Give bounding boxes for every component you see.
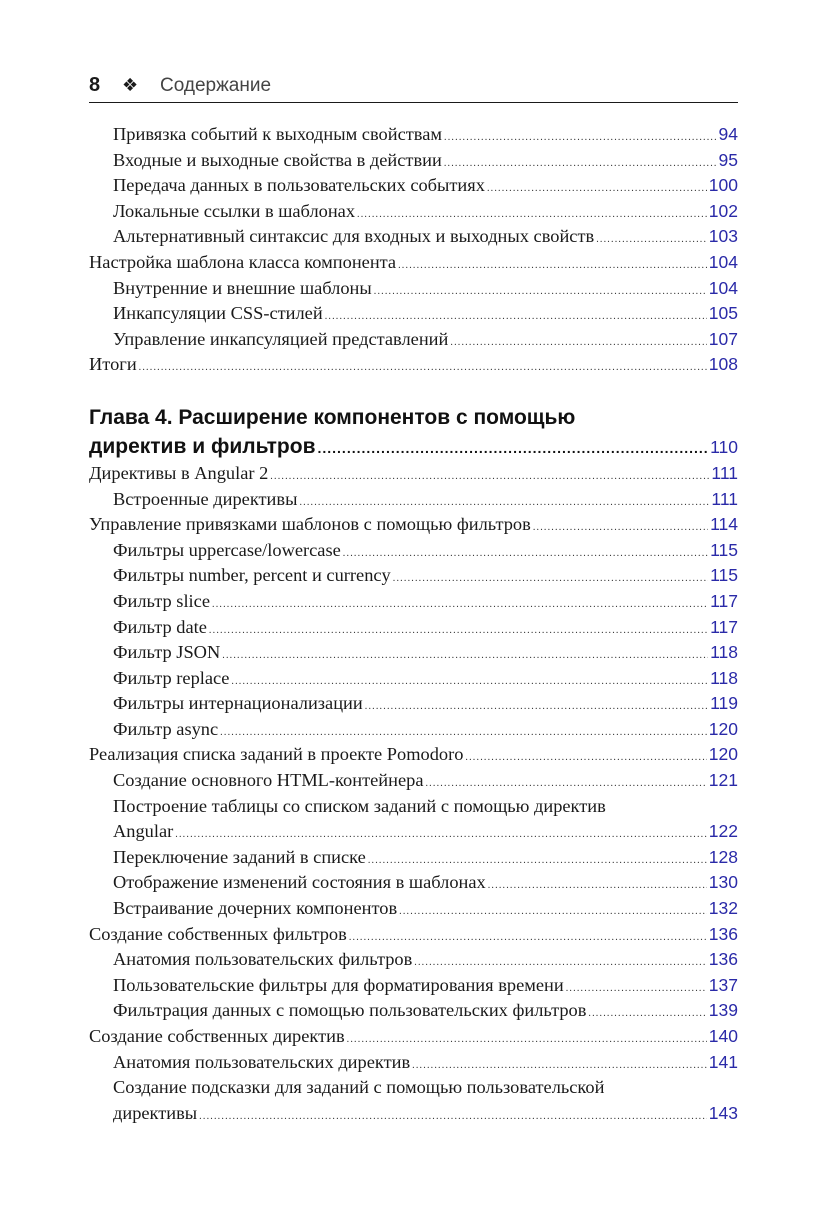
- toc-entry-line: [89, 615, 738, 641]
- toc-entry-line: [89, 870, 738, 896]
- leader-dots: [139, 355, 707, 381]
- leader-dots: [222, 643, 708, 669]
- toc-page-number: 143: [708, 1102, 738, 1123]
- toc-entry[interactable]: [89, 199, 738, 225]
- toc-page-number: 136: [708, 923, 738, 944]
- toc-entry-line: [89, 922, 738, 948]
- toc-entry-line: [89, 819, 738, 845]
- toc-entry[interactable]: [89, 250, 738, 276]
- leader-dots: [487, 176, 707, 202]
- toc-entry-title: Анатомия пользовательских директив: [113, 1051, 411, 1072]
- leader-dots: [588, 1001, 706, 1027]
- leader-dots: [343, 541, 708, 567]
- toc-entry-title: Создание собственных фильтров: [89, 923, 347, 944]
- toc-page-number: 105: [708, 303, 738, 324]
- toc-entry-line: [89, 148, 738, 174]
- toc-entry-line: [89, 794, 738, 820]
- toc-section-after: [89, 461, 738, 1126]
- toc-entry[interactable]: [89, 352, 738, 378]
- toc-page-number: 117: [710, 590, 738, 611]
- leader-dots: [398, 253, 707, 279]
- toc-page-number: 94: [718, 124, 738, 144]
- leader-dots: [465, 745, 706, 771]
- leader-dots: [212, 592, 708, 618]
- toc-entry[interactable]: [89, 947, 738, 973]
- toc-entry-title: Создание подсказки для заданий с помощью пользовательской: [113, 1077, 605, 1098]
- leader-dots: [393, 566, 708, 592]
- toc-page-number: 141: [708, 1051, 738, 1072]
- toc-entry-line: [89, 122, 738, 148]
- toc-entry[interactable]: [89, 1050, 738, 1076]
- toc-entry[interactable]: [89, 998, 738, 1024]
- toc-entry[interactable]: [89, 461, 738, 487]
- toc-entry-title: Фильтр JSON: [113, 642, 221, 663]
- toc-entry-title: Входные и выходные свойства в действии: [113, 149, 442, 170]
- toc-entry-title: Настройка шаблона класса компонента: [89, 251, 397, 272]
- toc-entry[interactable]: [89, 487, 738, 513]
- toc-entry-title: Локальные ссылки в шаблонах: [113, 200, 356, 221]
- toc-entry[interactable]: [89, 922, 738, 948]
- toc-page-number: 108: [708, 354, 738, 375]
- toc-page-number: 139: [708, 1000, 738, 1021]
- leader-dots: [270, 464, 709, 490]
- leader-dots: [444, 125, 717, 151]
- toc-entry-line: [89, 1101, 738, 1127]
- leader-dots: [488, 873, 707, 899]
- toc-page-number: 137: [708, 974, 738, 995]
- toc-entry[interactable]: [89, 615, 738, 641]
- toc-page-number: 115: [710, 539, 738, 560]
- toc-entry[interactable]: [89, 563, 738, 589]
- toc-page-number: 119: [710, 693, 738, 714]
- leader-dots: [450, 330, 706, 356]
- table-of-contents: [89, 122, 738, 1126]
- toc-page-number: 132: [708, 898, 738, 919]
- toc-page-number: 120: [708, 744, 738, 765]
- toc-entry-title: Управление инкапсуляцией представлений: [113, 328, 449, 349]
- toc-entry-title: Фильтрация данных с помощью пользовательских фильтров: [113, 1000, 587, 1021]
- toc-page-number: 136: [708, 949, 738, 970]
- toc-page-number: 111: [711, 488, 738, 509]
- toc-entry[interactable]: [89, 148, 738, 174]
- toc-entry[interactable]: [89, 717, 738, 743]
- toc-entry-title: Управление привязками шаблонов с помощью фильтров: [89, 514, 531, 535]
- toc-entry[interactable]: [89, 691, 738, 717]
- toc-entry-title: Фильтр date: [113, 616, 207, 637]
- leader-dots: [374, 279, 707, 305]
- toc-page-number: 95: [718, 149, 738, 170]
- toc-entry-line: [89, 640, 738, 666]
- toc-page-number: 111: [711, 462, 738, 483]
- toc-entry[interactable]: [89, 122, 738, 148]
- toc-page-number: 118: [710, 667, 738, 688]
- toc-entry[interactable]: [89, 276, 738, 302]
- toc-page-number: 128: [708, 846, 738, 867]
- toc-entry-line: [89, 742, 738, 768]
- toc-entry[interactable]: [89, 640, 738, 666]
- toc-entry-title: Альтернативный синтаксис для входных и выходных свойств: [113, 226, 595, 247]
- toc-entry-title: Итоги: [89, 354, 137, 375]
- toc-entry-title: Создание основного HTML-контейнера: [113, 770, 424, 791]
- toc-entry[interactable]: [89, 1075, 738, 1126]
- toc-page-number: 104: [708, 251, 738, 272]
- toc-entry-line: [89, 461, 738, 487]
- toc-entry-title: Фильтр async: [113, 718, 219, 739]
- header-title: Содержание: [160, 75, 272, 96]
- running-header: [89, 74, 738, 103]
- toc-entry[interactable]: [89, 301, 738, 327]
- chapter-page-number: 110: [710, 436, 738, 457]
- toc-page-number: 115: [710, 565, 738, 586]
- toc-entry-title: Фильтры интернационализации: [113, 693, 363, 714]
- toc-entry-line: [89, 666, 738, 692]
- toc-entry-line: [89, 224, 738, 250]
- toc-page-number: 107: [708, 328, 738, 349]
- toc-page-number: 122: [708, 821, 738, 842]
- toc-entry[interactable]: [89, 1024, 738, 1050]
- toc-entry-line: [89, 1024, 738, 1050]
- toc-entry-title: Создание собственных директив: [89, 1026, 345, 1046]
- toc-entry-title: директивы: [113, 1102, 198, 1123]
- toc-entry[interactable]: [89, 742, 738, 768]
- ornament-icon: ❖: [122, 75, 139, 95]
- toc-entry-title: Реализация списка заданий в проекте Pomodoro: [89, 744, 464, 765]
- leader-dots: [533, 515, 708, 541]
- toc-entry-title: Встроенные директивы: [113, 488, 298, 509]
- toc-entry-line: [89, 845, 738, 871]
- toc-entry[interactable]: [89, 589, 738, 615]
- toc-entry-line: [89, 896, 738, 922]
- toc-entry-title: Директивы в Angular 2: [89, 462, 269, 483]
- toc-page-number: 117: [710, 616, 738, 637]
- chapter-heading[interactable]: [89, 403, 738, 461]
- toc-entry-line: [89, 691, 738, 717]
- toc-entry-line: [89, 250, 738, 276]
- toc-entry-line: [89, 352, 738, 378]
- toc-entry-line: [89, 512, 738, 538]
- page-number: 8: [89, 74, 101, 96]
- toc-entry-title: Встраивание дочерних компонентов: [113, 898, 398, 919]
- toc-entry-title: Angular: [113, 821, 174, 842]
- toc-entry-title: Фильтр slice: [113, 590, 210, 611]
- toc-entry[interactable]: [89, 870, 738, 896]
- toc-page-number: 121: [708, 770, 738, 791]
- leader-dots: [399, 899, 707, 925]
- toc-entry[interactable]: [89, 973, 738, 999]
- toc-entry-title: Фильтр replace: [113, 667, 230, 688]
- toc-entry-title: Анатомия пользовательских фильтров: [113, 949, 413, 970]
- toc-entry-line: [89, 768, 738, 794]
- toc-entry[interactable]: [89, 896, 738, 922]
- toc-entry[interactable]: [89, 224, 738, 250]
- toc-entry-line: [89, 199, 738, 225]
- toc-entry-line: [89, 327, 738, 353]
- toc-entry-title: Пользовательские фильтры для форматирования времени: [113, 974, 564, 995]
- toc-entry[interactable]: [89, 666, 738, 692]
- toc-entry-title: Переключение заданий в списке: [113, 846, 366, 867]
- toc-page-number: 118: [710, 642, 738, 663]
- chapter-title-line-2: директив и фильтров ..... 110: [89, 432, 738, 461]
- toc-entry-title: Инкапсуляции CSS-стилей: [113, 303, 323, 324]
- toc-entry-title: Привязка событий к выходным свойствам: [113, 124, 443, 144]
- toc-entry-title: Передача данных в пользовательских событиях: [113, 175, 485, 196]
- toc-entry-line: [89, 301, 738, 327]
- toc-page-number: 140: [708, 1026, 738, 1046]
- toc-entry[interactable]: [89, 327, 738, 353]
- toc-entry-line: [89, 998, 738, 1024]
- toc-entry-title: Построение таблицы со списком заданий с помощью директив: [113, 795, 606, 816]
- toc-page-number: 103: [708, 226, 738, 247]
- toc-page-number: 114: [710, 514, 738, 535]
- toc-entry[interactable]: [89, 512, 738, 538]
- toc-page-number: 120: [708, 718, 738, 739]
- toc-entry[interactable]: [89, 794, 738, 845]
- toc-section-before: [89, 122, 738, 378]
- toc-entry-line: [89, 487, 738, 513]
- toc-entry-line: [89, 1075, 738, 1101]
- toc-page-number: 100: [708, 175, 738, 196]
- toc-entry-line: [89, 538, 738, 564]
- toc-entry-line: [89, 276, 738, 302]
- leader-dots: [209, 618, 708, 644]
- toc-entry-line: [89, 173, 738, 199]
- toc-entry-line: [89, 563, 738, 589]
- chapter-title-line-1: Глава 4. Расширение компонентов с помощью: [89, 405, 576, 429]
- toc-entry[interactable]: [89, 538, 738, 564]
- leader-dots: [596, 227, 707, 253]
- toc-entry-line: [89, 973, 738, 999]
- toc-entry[interactable]: [89, 845, 738, 871]
- leader-dots: [365, 694, 708, 720]
- toc-page-number: 102: [708, 200, 738, 221]
- toc-entry[interactable]: [89, 173, 738, 199]
- toc-page-number: 130: [708, 872, 738, 893]
- leader-dots: [566, 976, 707, 1002]
- toc-entry-line: [89, 947, 738, 973]
- toc-entry-line: [89, 1050, 738, 1076]
- toc-entry[interactable]: [89, 768, 738, 794]
- toc-entry-line: [89, 717, 738, 743]
- toc-entry-title: Внутренние и внешние шаблоны: [113, 277, 372, 298]
- toc-entry-line: [89, 589, 738, 615]
- leader-dots: [317, 434, 708, 463]
- toc-page-number: 104: [708, 277, 738, 298]
- leader-dots: [199, 1104, 707, 1130]
- toc-entry-title: Фильтры number, percent и currency: [113, 565, 391, 586]
- toc-entry-title: Фильтры uppercase/lowercase: [113, 539, 341, 560]
- toc-entry-title: Отображение изменений состояния в шаблонах: [113, 872, 486, 893]
